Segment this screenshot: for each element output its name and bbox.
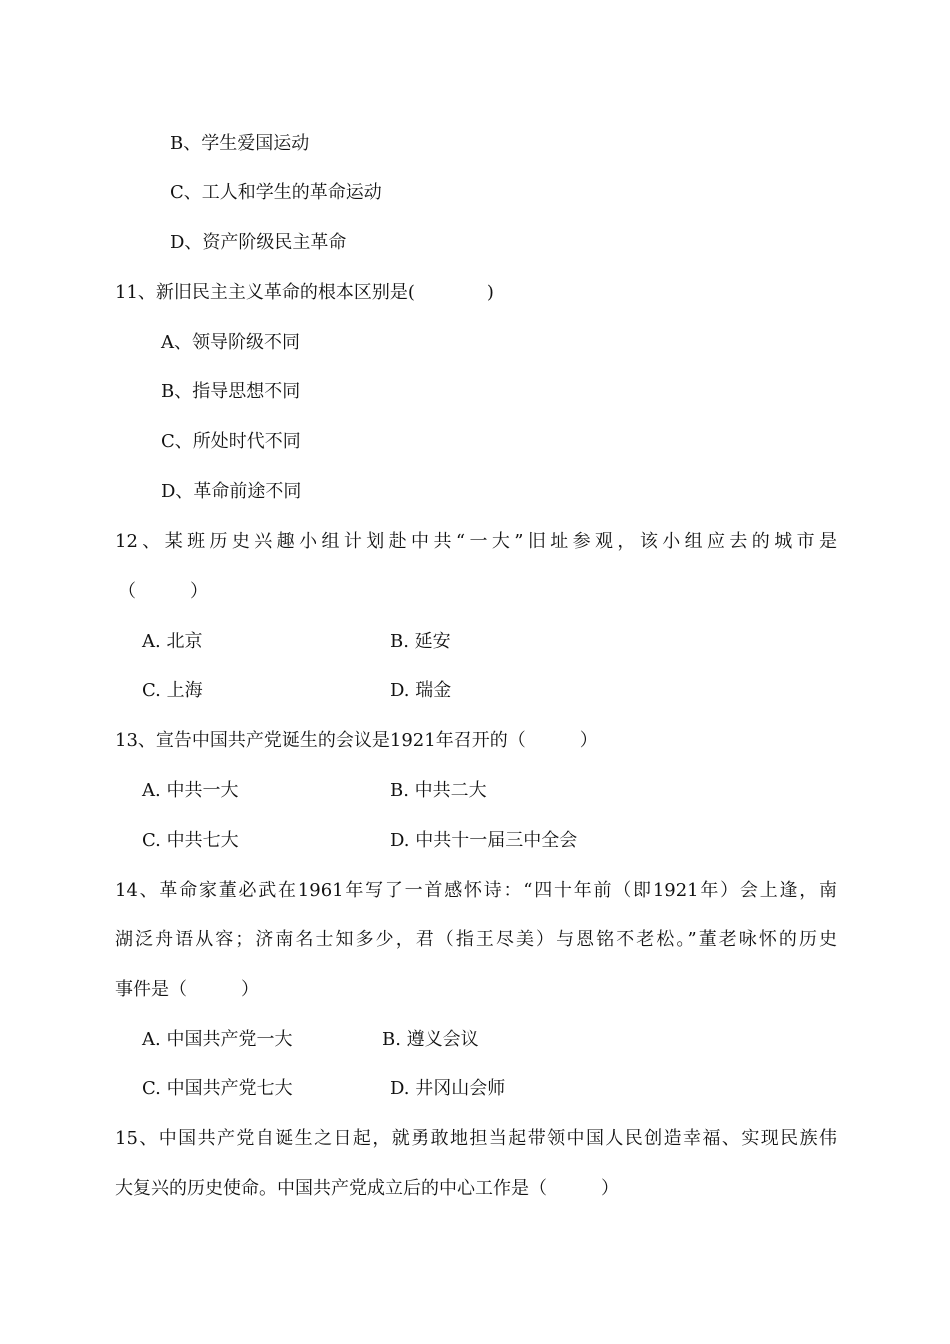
- q11-option-b: B、指导思想不同: [161, 381, 301, 402]
- q15-stem-line1: 15、中国共产党自诞生之日起，就勇敢地担当起带领中国人民创造幸福、实现民族伟: [115, 1128, 837, 1149]
- q12-option-b: B. 延安: [390, 631, 451, 652]
- q13-option-c: C. 中共七大: [142, 830, 239, 851]
- q11-option-a: A、领导阶级不同: [161, 332, 300, 353]
- q11-stem: 11、新旧民主主义革命的根本区别是( ): [115, 282, 494, 303]
- q10-option-c: C、工人和学生的革命运动: [170, 182, 382, 203]
- q11-option-c: C、所处时代不同: [161, 431, 301, 452]
- q13-option-a: A. 中共一大: [142, 780, 239, 801]
- q14-option-a: A. 中国共产党一大: [142, 1029, 293, 1050]
- q14-option-b: B. 遵义会议: [382, 1029, 479, 1050]
- q12-stem-line2: （ ）: [118, 581, 208, 602]
- q13-option-b: B. 中共二大: [390, 780, 487, 801]
- q14-option-d: D. 井冈山会师: [390, 1078, 506, 1099]
- q15-stem-line2: 大复兴的历史使命。中国共产党成立后的中心工作是（ ）: [115, 1178, 619, 1199]
- q14-stem-line2: 湖泛舟语从容；济南名士知多少，君（指王尽美）与恩铭不老松。”董老咏怀的历史: [115, 929, 837, 950]
- q10-option-b: B、学生爱国运动: [170, 133, 310, 154]
- q11-option-d: D、革命前途不同: [161, 481, 302, 502]
- q14-stem-line1: 14、革命家董必武在1961年写了一首感怀诗：“四十年前（即1921年）会上逢，南: [115, 880, 837, 901]
- q12-option-d: D. 瑞金: [390, 680, 452, 701]
- q12-stem-line1: 12、某班历史兴趣小组计划赴中共“一大”旧址参观，该小组应去的城市是: [115, 531, 837, 552]
- q14-stem-line3: 事件是（ ）: [115, 979, 259, 1000]
- q12-option-a: A. 北京: [142, 631, 203, 652]
- q13-option-d: D. 中共十一届三中全会: [390, 830, 578, 851]
- q13-stem: 13、宣告中国共产党诞生的会议是1921年召开的（ ）: [115, 730, 598, 751]
- q12-option-c: C. 上海: [142, 680, 203, 701]
- q14-option-c: C. 中国共产党七大: [142, 1078, 293, 1099]
- q10-option-d: D、资产阶级民主革命: [170, 232, 347, 253]
